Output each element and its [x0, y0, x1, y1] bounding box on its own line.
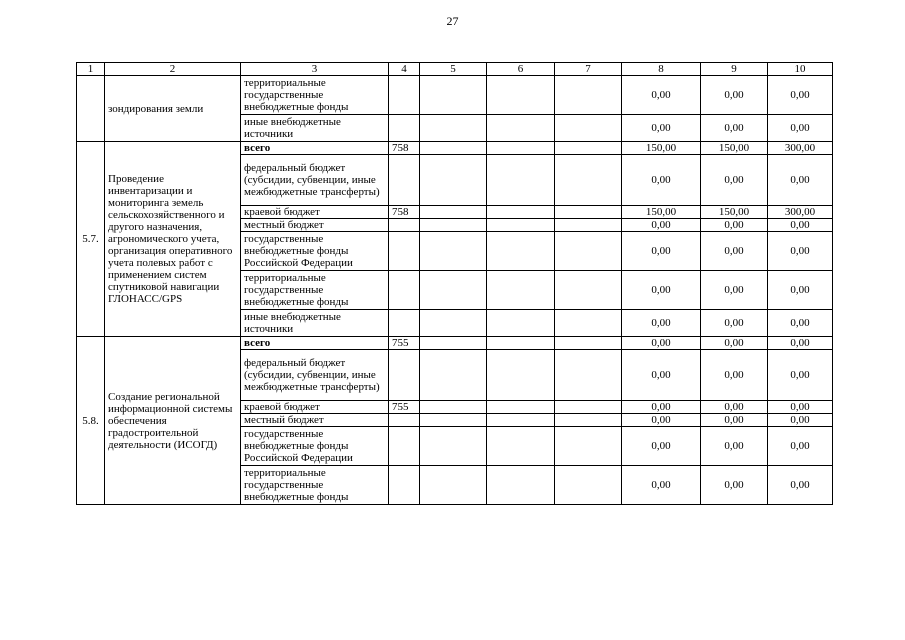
funding-source: территориальные государственные внебюджетные фонды — [241, 76, 389, 115]
row-number-cell: 5.7. — [77, 142, 105, 337]
funding-source: иные внебюджетные источники — [241, 115, 389, 142]
value-cell: 0,00 — [622, 310, 701, 337]
code-cell — [389, 310, 420, 337]
funding-source: территориальные государственные внебюджетные фонды — [241, 466, 389, 505]
code-cell — [389, 232, 420, 271]
value-cell: 0,00 — [622, 219, 701, 232]
code-cell: 755 — [389, 337, 420, 350]
row-number-cell: 5.8. — [77, 337, 105, 505]
header-cell: 5 — [420, 63, 487, 76]
funding-source: местный бюджет — [241, 414, 389, 427]
code-cell — [389, 271, 420, 310]
header-cell: 4 — [389, 63, 420, 76]
row-number-cell — [77, 76, 105, 142]
code-cell — [389, 115, 420, 142]
funding-source: всего — [241, 142, 389, 155]
header-cell: 2 — [105, 63, 241, 76]
header-cell: 10 — [768, 63, 833, 76]
value-cell: 0,00 — [701, 219, 768, 232]
page-number: 27 — [446, 14, 459, 28]
funding-source: местный бюджет — [241, 219, 389, 232]
funding-source: краевой бюджет — [241, 401, 389, 414]
value-cell: 0,00 — [701, 414, 768, 427]
header-row — [77, 63, 833, 76]
value-cell: 0,00 — [701, 271, 768, 310]
value-cell: 300,00 — [768, 142, 833, 155]
funding-source: федеральный бюджет (субсидии, субвенции, иные межбюджетные трансферты) — [241, 350, 389, 401]
funding-source: всего — [241, 337, 389, 350]
code-cell — [389, 76, 420, 115]
value-cell: 150,00 — [622, 206, 701, 219]
value-cell: 0,00 — [768, 310, 833, 337]
value-cell: 0,00 — [701, 232, 768, 271]
value-cell: 0,00 — [768, 350, 833, 401]
row-description: Создание региональной информационной системы обеспечения градостроительной деятельности (ИСОГД) — [105, 337, 241, 505]
header-cell: 9 — [701, 63, 768, 76]
value-cell: 0,00 — [622, 115, 701, 142]
code-cell — [389, 414, 420, 427]
funding-source: территориальные государственные внебюджетные фонды — [241, 271, 389, 310]
value-cell: 150,00 — [622, 142, 701, 155]
code-cell: 758 — [389, 142, 420, 155]
value-cell: 0,00 — [768, 414, 833, 427]
header-cell: 8 — [622, 63, 701, 76]
value-cell: 0,00 — [768, 337, 833, 350]
value-cell: 150,00 — [701, 206, 768, 219]
value-cell: 0,00 — [768, 115, 833, 142]
row-description: зондирования земли — [105, 76, 241, 142]
value-cell: 0,00 — [701, 115, 768, 142]
value-cell: 0,00 — [768, 401, 833, 414]
header-cell: 1 — [77, 63, 105, 76]
value-cell: 0,00 — [622, 337, 701, 350]
value-cell: 0,00 — [622, 401, 701, 414]
value-cell: 0,00 — [768, 76, 833, 115]
code-cell — [389, 466, 420, 505]
funding-source: иные внебюджетные источники — [241, 310, 389, 337]
code-cell — [389, 155, 420, 206]
value-cell: 0,00 — [701, 76, 768, 115]
value-cell: 0,00 — [701, 310, 768, 337]
value-cell: 0,00 — [701, 155, 768, 206]
value-cell: 0,00 — [768, 466, 833, 505]
value-cell: 0,00 — [622, 350, 701, 401]
value-cell: 0,00 — [701, 466, 768, 505]
table-row — [77, 337, 833, 350]
code-cell: 755 — [389, 401, 420, 414]
row-description: Проведение инвентаризации и мониторинга земель сельскохозяйственного и другого назначения, агрономического учета, организация оперативного учета полевых работ с применением систем спутниковой навигации ГЛОНАСС/GPS — [105, 142, 241, 337]
budget-table — [76, 62, 833, 505]
table-row — [77, 142, 833, 155]
value-cell: 0,00 — [622, 76, 701, 115]
value-cell: 0,00 — [622, 155, 701, 206]
table-row — [77, 76, 833, 115]
value-cell: 300,00 — [768, 206, 833, 219]
value-cell: 0,00 — [701, 401, 768, 414]
value-cell: 0,00 — [622, 466, 701, 505]
value-cell: 0,00 — [701, 350, 768, 401]
value-cell: 0,00 — [768, 155, 833, 206]
value-cell: 0,00 — [768, 427, 833, 466]
value-cell: 150,00 — [701, 142, 768, 155]
code-cell — [389, 350, 420, 401]
value-cell: 0,00 — [622, 427, 701, 466]
value-cell: 0,00 — [701, 427, 768, 466]
value-cell: 0,00 — [622, 271, 701, 310]
value-cell: 0,00 — [701, 337, 768, 350]
header-cell: 7 — [555, 63, 622, 76]
value-cell: 0,00 — [768, 271, 833, 310]
value-cell: 0,00 — [768, 232, 833, 271]
header-cell: 3 — [241, 63, 389, 76]
funding-source: федеральный бюджет (субсидии, субвенции, иные межбюджетные трансферты) — [241, 155, 389, 206]
funding-source: государственные внебюджетные фонды Российской Федерации — [241, 427, 389, 466]
funding-source: государственные внебюджетные фонды Российской Федерации — [241, 232, 389, 271]
value-cell: 0,00 — [768, 219, 833, 232]
code-cell — [389, 427, 420, 466]
funding-source: краевой бюджет — [241, 206, 389, 219]
header-cell: 6 — [487, 63, 555, 76]
code-cell — [389, 219, 420, 232]
code-cell: 758 — [389, 206, 420, 219]
value-cell: 0,00 — [622, 414, 701, 427]
value-cell: 0,00 — [622, 232, 701, 271]
